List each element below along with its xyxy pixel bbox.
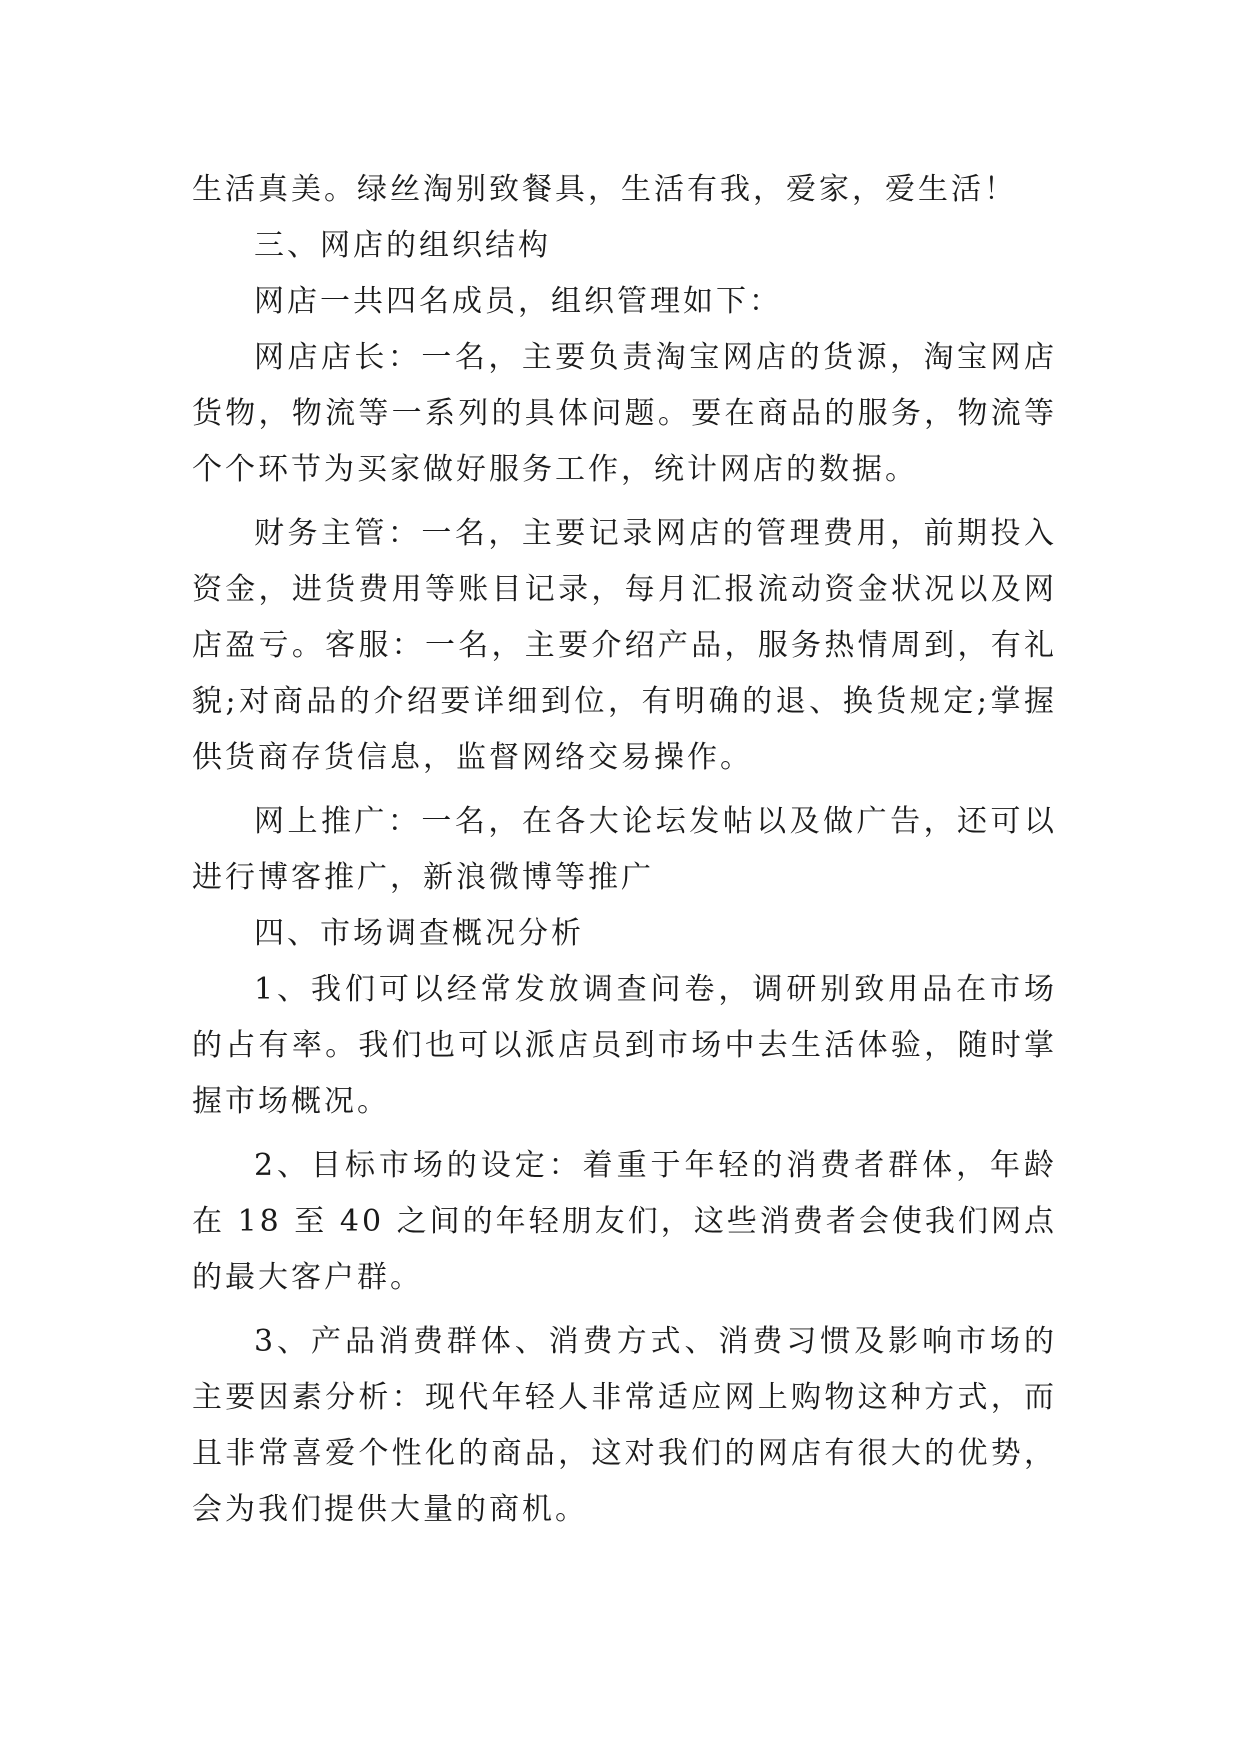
document-body (192, 162, 1057, 1538)
paragraph-7: 2、目标市场的设定：着重于年轻的消费者群体，年龄在 18 至 40 之间的年轻朋友们，这些消费者会使我们网点的最大客户群。 (192, 1148, 1057, 1295)
paragraph-5: 网上推广：一名，在各大论坛发帖以及做广告，还可以进行博客推广，新浪微博等推广 (192, 804, 1057, 895)
paragraph-6: 1、我们可以经常发放调查问卷，调研别致用品在市场的占有率。我们也可以派店员到市场中去生活体验，随时掌握市场概况。 (192, 972, 1057, 1119)
paragraph-2: 网店一共四名成员，组织管理如下： (254, 284, 782, 319)
paragraph-8: 3、产品消费群体、消费方式、消费习惯及影响市场的主要因素分析：现代年轻人非常适应网上购物这种方式，而且非常喜爱个性化的商品，这对我们的网店有很大的优势，会为我们提供大量的商机。 (192, 1324, 1057, 1527)
paragraph-3: 网店店长：一名，主要负责淘宝网店的货源，淘宝网店货物，物流等一系列的具体问题。要在商品的服务，物流等个个环节为买家做好服务工作，统计网店的数据。 (192, 340, 1057, 487)
paragraph-4: 财务主管：一名，主要记录网店的管理费用，前期投入资金，进货费用等账目记录，每月汇报流动资金状况以及网店盈亏。客服：一名，主要介绍产品，服务热情周到，有礼貌;对商品的介绍要详细到位，有明确的退、换货规定;掌握供货商存货信息，监督网络交易操作。 (192, 516, 1057, 775)
section-heading-3: 三、网店的组织结构 (254, 228, 551, 263)
section-heading-4: 四、市场调查概况分析 (254, 916, 584, 951)
paragraph-1: 生活真美。绿丝淘别致餐具，生活有我，爱家，爱生活！ (192, 172, 1017, 207)
